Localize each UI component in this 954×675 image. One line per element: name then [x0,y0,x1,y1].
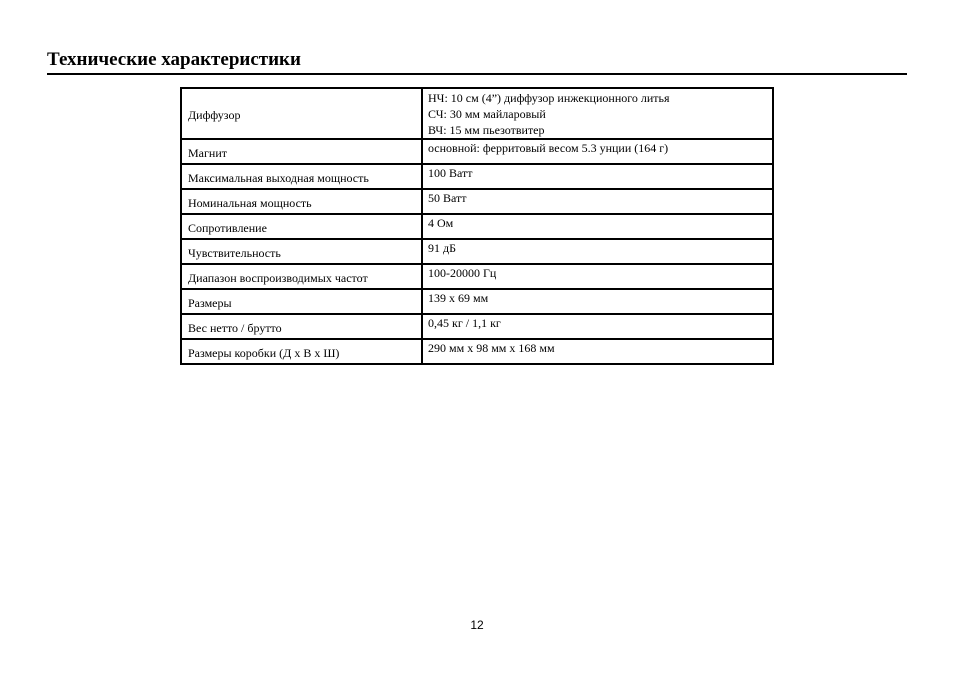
spec-value: основной: ферритовый весом 5.3 унции (164 г) [422,139,773,164]
spec-value-line-tweeter: ВЧ: 15 мм пьезотвитер [428,123,545,137]
table-row-frequency-range [181,264,773,289]
table-row-max-power [181,164,773,189]
spec-value: 0,45 кг / 1,1 кг [422,314,773,339]
table-row-diffuser [181,88,773,139]
spec-value: 100-20000 Гц [422,264,773,289]
spec-value: 4 Ом [422,214,773,239]
spec-label: Размеры коробки (Д x В x Ш) [181,339,422,364]
table-row-magnet [181,139,773,164]
spec-label: Вес нетто / брутто [181,314,422,339]
title-divider [47,73,907,75]
spec-label: Максимальная выходная мощность [181,164,422,189]
spec-value-line-midrange: СЧ: 30 мм майларовый [428,107,546,121]
spec-label: Сопротивление [181,214,422,239]
spec-value [422,88,773,139]
spec-value-line-woofer: НЧ: 10 см (4”) диффузор инжекционного литья [428,91,670,105]
spec-label: Чувствительность [181,239,422,264]
spec-value: 139 x 69 мм [422,289,773,314]
specifications-table [180,87,774,365]
spec-label: Диффузор [181,88,422,139]
table-row-weight [181,314,773,339]
table-row-rated-power [181,189,773,214]
spec-value: 290 мм x 98 мм x 168 мм [422,339,773,364]
table-row-box-dimensions [181,339,773,364]
page-number: 12 [470,618,484,632]
table-row-sensitivity [181,239,773,264]
spec-label: Диапазон воспроизводимых частот [181,264,422,289]
table-row-dimensions [181,289,773,314]
spec-value: 100 Ватт [422,164,773,189]
spec-label: Номинальная мощность [181,189,422,214]
spec-value: 91 дБ [422,239,773,264]
page-title: Технические характеристики [47,49,301,70]
spec-label: Магнит [181,139,422,164]
spec-value: 50 Ватт [422,189,773,214]
spec-label: Размеры [181,289,422,314]
table-row-impedance [181,214,773,239]
